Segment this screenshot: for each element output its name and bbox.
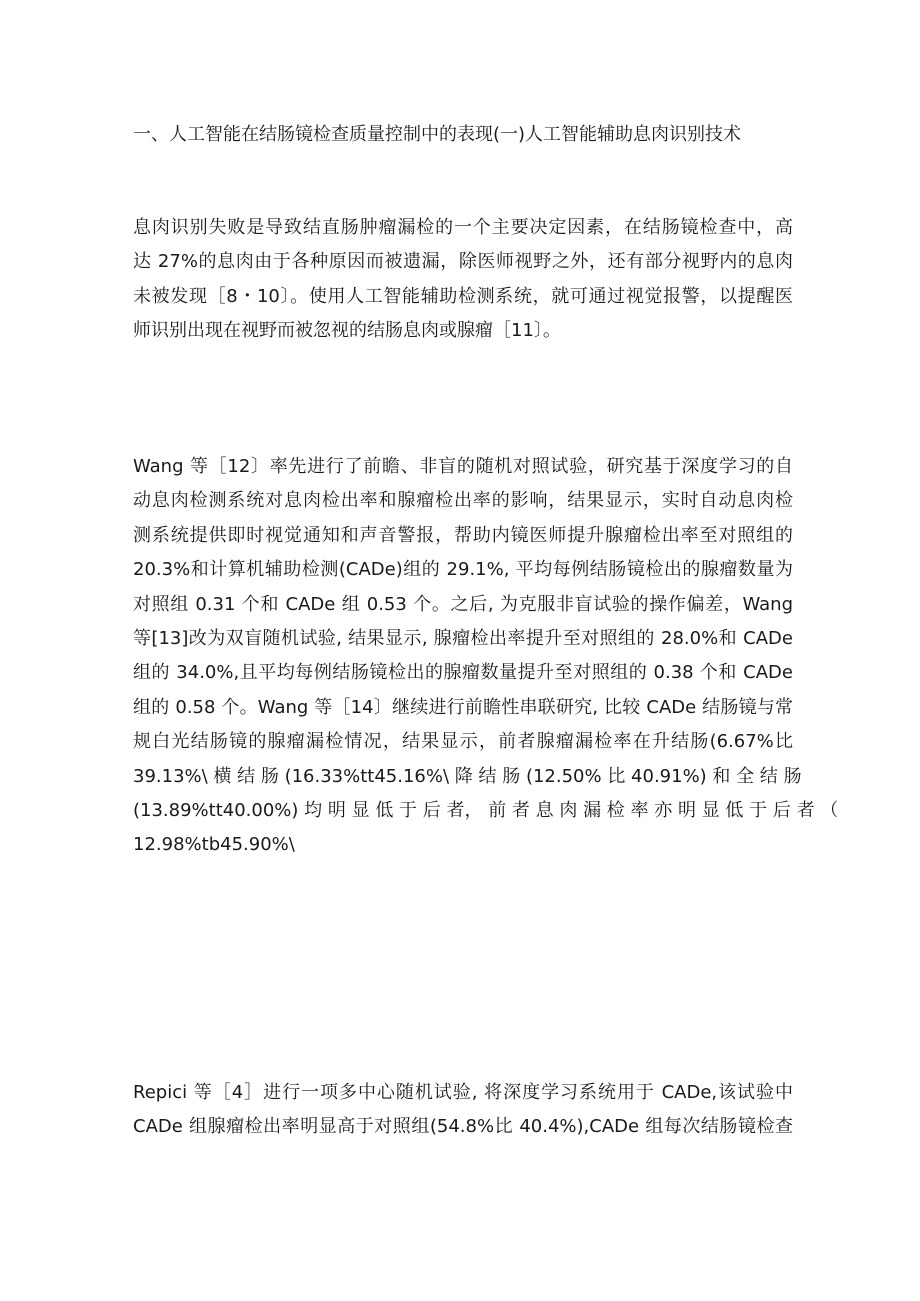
text-line: 动息肉检测系统对息肉检出率和腺瘤检出率的影响，结果显示，实时自动息肉检	[133, 490, 793, 512]
paragraph-polyp-recognition	[133, 211, 793, 349]
text-line: 达 27%的息肉由于各种原因而被遗漏，除医师视野之外，还有部分视野内的息肉	[133, 251, 793, 273]
text-line: Wang 等［12〕率先进行了前瞻、非盲的随机对照试验，研究基于深度学习的自	[133, 456, 793, 477]
text-line: (13.89%tt40.00%) 均 明 显 低 于 后 者， 前 者 息 肉 漏 检 率 亦 明 显 低 于 后 者 （	[133, 799, 839, 821]
text-line: 20.3%和计算机辅助检测(CADe)组的 29.1%, 平均每例结肠镜检出的腺瘤数量为	[133, 559, 793, 581]
text-line: 师识别出现在视野而被忽视的结肠息肉或腺瘤［11〕。	[133, 320, 561, 342]
text-line: 规白光结肠镜的腺瘤漏检情况，结果显示，前者腺瘤漏检率在升结肠(6.67%比	[133, 731, 793, 753]
text-line: 未被发现［8・10〕。使用人工智能辅助检测系统，就可通过视觉报警，以提醒医	[133, 285, 793, 307]
text-line: 12.98%tb45.90%\	[133, 834, 295, 856]
text-line: 测系统提供即时视觉通知和声音警报，帮助内镜医师提升腺瘤检出率至对照组的	[133, 524, 793, 546]
text-line: Repici 等［4］进行一项多中心随机试验, 将深度学习系统用于 CADe,该试验中	[133, 1082, 793, 1103]
text-line: 组的 0.58 个。Wang 等［14〕继续进行前瞻性串联研究, 比较 CADe 结肠镜与常	[133, 696, 793, 718]
paragraph-repici-trial	[133, 1076, 793, 1145]
text-line: 组的 34.0%,且平均每例结肠镜检出的腺瘤数量提升至对照组的 0.38 个和 CADe	[133, 662, 793, 684]
text-line: CADe 组腺瘤检出率明显高于对照组(54.8%比 40.4%),CADe 组每次结肠镜检查	[133, 1116, 793, 1138]
text-line: 息肉识别失败是导致结直肠肿瘤漏检的一个主要决定因素，在结肠镜检查中，高	[133, 217, 793, 238]
text-line: 等[13]改为双盲随机试验, 结果显示, 腺瘤检出率提升至对照组的 28.0%和 CADe	[133, 627, 793, 649]
paragraph-wang-trials	[133, 450, 839, 863]
text-line: 对照组 0.31 个和 CADe 组 0.53 个。之后, 为克服非盲试验的操作偏差，Wang	[133, 593, 793, 615]
section-heading: 一、人工智能在结肠镜检查质量控制中的表现(一)人工智能辅助息肉识别技术	[133, 124, 742, 145]
text-line: 39.13%\ 横 结 肠 (16.33%tt45.16%\ 降 结 肠 (12.50% 比 40.91%) 和 全 结 肠	[133, 765, 802, 787]
